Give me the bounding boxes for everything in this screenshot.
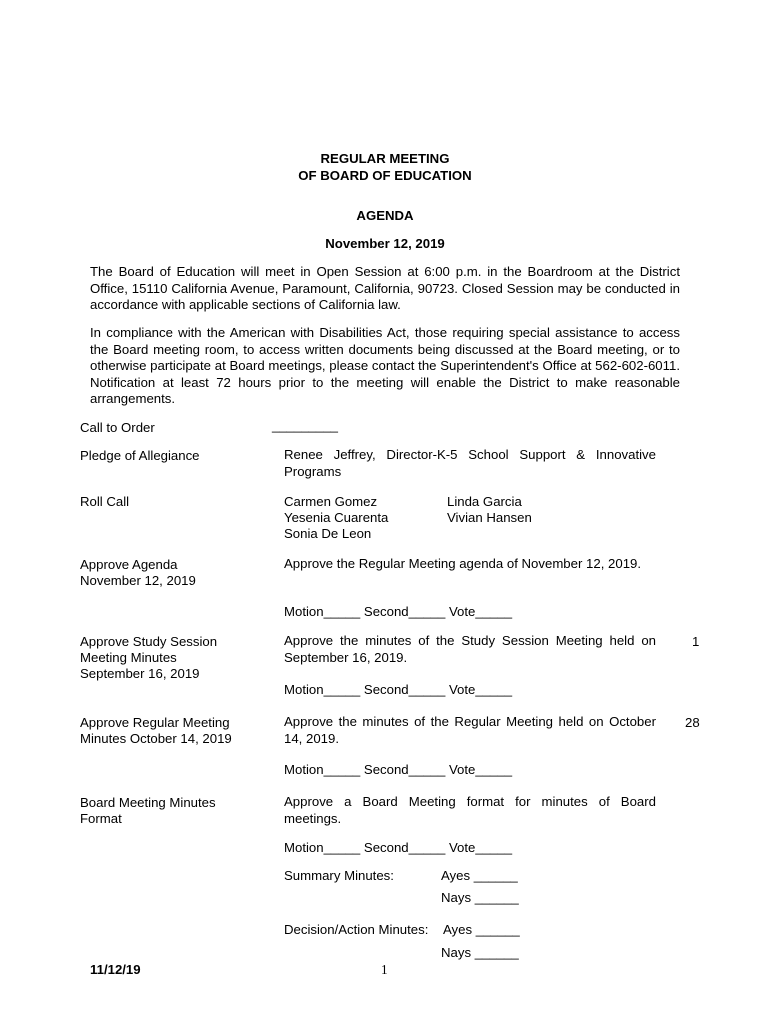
- regular-meeting-label-1: Approve Regular Meeting: [80, 715, 230, 730]
- roll-call-name: Linda Garcia: [447, 494, 522, 509]
- approve-agenda-label-1: Approve Agenda: [80, 557, 178, 572]
- regular-meeting-label-2: Minutes October 14, 2019: [80, 731, 232, 746]
- minutes-format-text: Approve a Board Meeting format for minutes of Board meetings.: [284, 794, 656, 826]
- summary-nays: Nays ______: [441, 890, 519, 905]
- study-session-text: Approve the minutes of the Study Session Meeting held on September 16, 2019.: [284, 633, 656, 665]
- decision-nays: Nays ______: [441, 945, 519, 960]
- call-to-order-label: Call to Order: [80, 420, 155, 435]
- minutes-format-label-1: Board Meeting Minutes: [80, 795, 216, 810]
- title-line-1: REGULAR MEETING: [320, 151, 450, 166]
- roll-call-name: Vivian Hansen: [447, 510, 532, 525]
- roll-call-name: Carmen Gomez: [284, 494, 378, 509]
- regular-meeting-page-ref: 28: [685, 715, 700, 730]
- summary-ayes: Ayes ______: [441, 868, 518, 883]
- approve-agenda-text: Approve the Regular Meeting agenda of November 12, 2019.: [284, 556, 642, 571]
- minutes-format-label-2: Format: [80, 811, 122, 826]
- study-session-label-1: Approve Study Session: [80, 634, 218, 649]
- minutes-format-motion: Motion_____ Second_____ Vote_____: [284, 840, 513, 855]
- pledge-text: Renee Jeffrey, Director-K-5 School Support & Innovative Programs: [284, 447, 656, 479]
- agenda-heading: AGENDA: [356, 208, 414, 223]
- study-session-page-ref: 1: [692, 634, 700, 649]
- study-session-label-2: Meeting Minutes: [80, 650, 177, 665]
- pledge-label: Pledge of Allegiance: [80, 448, 200, 463]
- decision-minutes-label: Decision/Action Minutes:: [284, 922, 429, 937]
- meeting-date: November 12, 2019: [325, 236, 445, 251]
- study-session-motion: Motion_____ Second_____ Vote_____: [284, 682, 513, 697]
- footer-page-number: 1: [381, 962, 388, 977]
- roll-call-label: Roll Call: [80, 494, 130, 509]
- approve-agenda-motion: Motion_____ Second_____ Vote_____: [284, 604, 513, 619]
- intro-paragraph-1: The Board of Education will meet in Open Session at 6:00 p.m. in the Boardroom at the District Office, 15110 California Avenue, Paramount, California, 90723. Closed Session may be conducted in accordance with applicable sections of California law.: [90, 264, 680, 312]
- title-line-2: OF BOARD OF EDUCATION: [298, 168, 472, 183]
- call-to-order-blank: _________: [272, 418, 339, 433]
- footer-date: 11/12/19: [90, 962, 141, 977]
- summary-minutes-label: Summary Minutes:: [284, 868, 394, 883]
- decision-ayes: Ayes ______: [443, 922, 520, 937]
- regular-meeting-text: Approve the minutes of the Regular Meeting held on October 14, 2019.: [284, 714, 656, 746]
- study-session-label-3: September 16, 2019: [80, 666, 200, 681]
- approve-agenda-label-2: November 12, 2019: [80, 573, 196, 588]
- intro-paragraph-2: In compliance with the American with Disabilities Act, those requiring special assistance to access the Board meeting room, to access written documents being discussed at the Board meeting, or to otherwise participate at Board meetings, please contact the Superintendent's Office at 562-602-6011. Notification at least 72 hours prior to the meeting will enable the District to make reasonable arrangements.: [90, 325, 680, 406]
- roll-call-name: Yesenia Cuarenta: [284, 510, 389, 525]
- regular-meeting-motion: Motion_____ Second_____ Vote_____: [284, 762, 513, 777]
- roll-call-name: Sonia De Leon: [284, 526, 372, 541]
